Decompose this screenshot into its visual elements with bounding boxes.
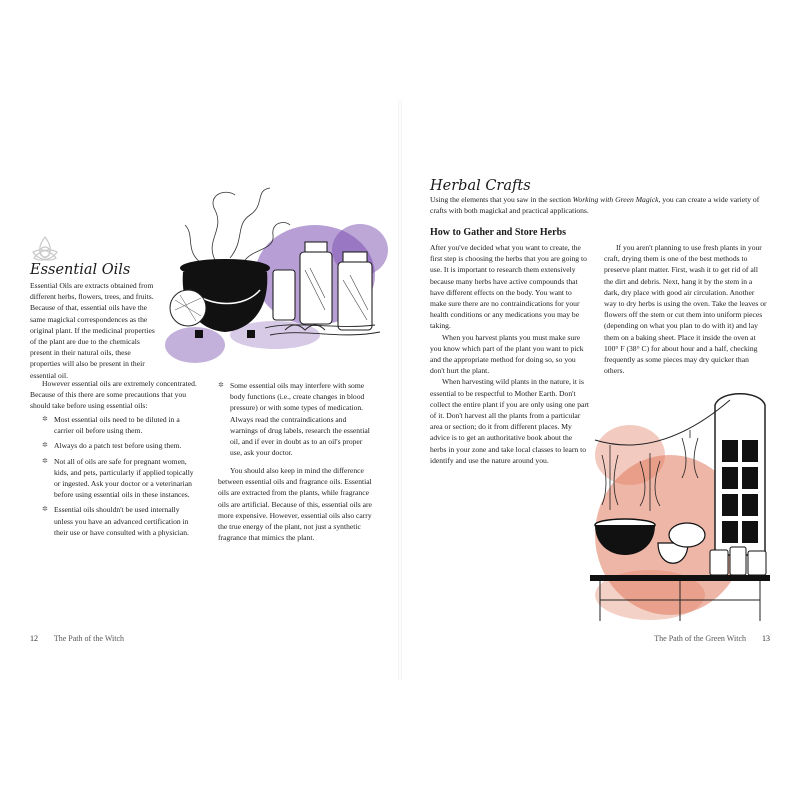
paragraph: When you harvest plants you must make sure you know which part of the plant you want to pick and the appropriate method for doing so, so you don't hurt the plant. (430, 332, 584, 376)
herbal-crafts-intro: Using the elements that you saw in the section Working with Green Magick, you can create a wide variety of crafts with both magickal and practical applications. (430, 195, 760, 216)
bullet-star-icon: ✲ (42, 505, 48, 514)
right-column-1 (430, 242, 590, 466)
gather-store-heading: How to Gather and Store Herbs (430, 227, 567, 238)
list-item: ✲ Not all of oils are safe for pregnant women, kids, and pets, particularly if applied topically or ingested. Ask your doctor or a veterinarian before using essential oils in these instances. (42, 456, 194, 500)
paragraph: If you aren't planning to use fresh plants in your craft, drying them is one of the best methods to preserve plant matter. First, wash it to get rid of all the dirt and debris. Next, hang it by the stem in a dark, dry place with good air circulation. Another way to dry herbs is using the oven. Take the leaves or flowers off the stem or cut them into uniform pieces (depending on what you plan to do with it) and lay them on a baking sheet. Place it inside the oven at 100° F (38° C) for about hour and a half, checking frequently as some pieces may dry quicker than others. (604, 243, 767, 376)
paragraph: When harvesting wild plants in the nature, it is essential to be respectful to Mother Earth. Don't collect the entire plant if you are only using one part of it. Don't harvest all the plants from a particular area or section; do it from different places. My advice is to get an authoritative book about the herbs in your zone and take local classes to learn to identify and use the nature around you. (430, 377, 589, 465)
triquetra-icon (30, 234, 60, 264)
page-number: 13 (762, 634, 770, 643)
page-number: 12 (30, 634, 38, 643)
herb-drying-illustration (590, 385, 775, 625)
fragrance-oils-paragraph: You should also keep in mind the difference between essential oils and fragrance oils. Essential oils are extracted from the plants, while fragrance oils are artificial. Because of this, essential oils are more expensive. However, essential oils also carry the true energy of the plant, not just a synthetic fragrance that mimics the plant. (218, 466, 372, 543)
running-title: The Path of the Witch (53, 634, 125, 643)
bullet-star-icon: ✲ (42, 456, 48, 465)
right-column-2 (604, 242, 768, 376)
list-item: ✲ Some essential oils may interfere with some body functions (i.e., create changes in blood pressure) or with some types of medication. Always read the contraindications and warnings of drug labels, research the essential oil, and if ever in doubt as to an oil's proper use, ask your doctor. (218, 381, 370, 458)
paragraph: After you've decided what you want to create, the first step is choosing the herbs that you are going to use. It is important to research them extensively because many herbs have active compounds that have different effects on the body. You want to make sure there are no contraindications for your health conditions or any medications you may be taking. (430, 243, 587, 331)
precautions-list-col1 (42, 414, 200, 542)
book-gutter (398, 100, 402, 680)
bullet-star-icon: ✲ (42, 441, 48, 450)
bullet-star-icon: ✲ (218, 381, 224, 389)
list-item: ✲ Essential oils shouldn't be used internally unless you have an advanced certification in their use or have consulted with a physician. (42, 505, 189, 537)
essential-oils-heading: Essential Oils (30, 262, 131, 278)
essential-oils-intro: Essential Oils are extracts obtained from different herbs, flowers, trees, and fruits. Because of that, essential oils have the same magickal correspondences as the original plant. If the medicinal properties of the plant are due to the chemicals present in their natural oils, these properties will also be present in their essential oil. (30, 281, 155, 380)
list-item: ✲ Always do a patch test before using them. (42, 441, 182, 451)
bullet-star-icon: ✲ (42, 415, 48, 423)
precautions-paragraph: However essential oils are extremely concentrated. Because of this there are some precautions that you should take before using essential oils: (30, 379, 197, 411)
left-footer (30, 634, 124, 643)
running-title: The Path of the Green Witch (654, 634, 746, 643)
right-footer (654, 634, 770, 643)
cauldron-illustration (155, 180, 390, 365)
herbal-crafts-heading: Herbal Crafts (430, 178, 531, 194)
section-reference: Working with Green Magick (572, 195, 659, 204)
list-item: ✲ Most essential oils need to be diluted in a carrier oil before using them. (42, 415, 180, 436)
precautions-list-col2 (218, 380, 376, 462)
